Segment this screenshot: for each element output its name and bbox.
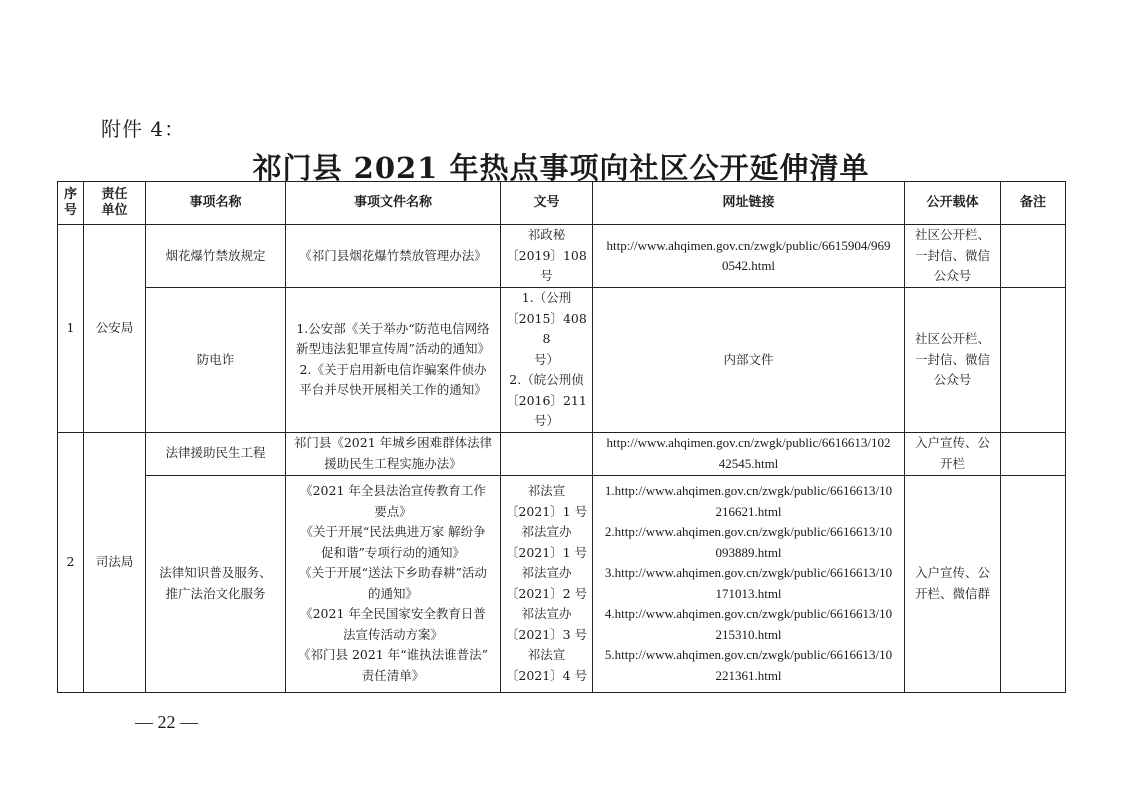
item-cell: 法律知识普及服务、 推广法治文化服务 xyxy=(146,475,286,692)
url-cell: 1.http://www.ahqimen.gov.cn/zwgk/public/6616613/10 216621.html 2.http://www.ahqimen.gov.cn/zwgk/public/6616613/10 093889.html 3.http://www.ahqimen.gov.cn/zwgk/public/6616613/10 171013.html 4.http://www.ahqimen.gov.cn/zwgk/public/6616613/10 215310.html 5.http://www.ahqimen.gov.cn/zwgk/public/6616613/10 221361.html xyxy=(593,475,905,692)
url-cell: http://www.ahqimen.gov.cn/zwgk/public/6616613/102 42545.html xyxy=(593,432,905,475)
url-cell: 内部文件 xyxy=(593,288,905,433)
seq-cell: 2 xyxy=(58,432,84,692)
header-num: 文号 xyxy=(501,182,593,225)
doc-cell: 祁门县《2021 年城乡困难群体法律 援助民生工程实施办法》 xyxy=(286,432,501,475)
item-cell: 烟花爆竹禁放规定 xyxy=(146,225,286,288)
carrier-cell: 社区公开栏、 一封信、微信 公众号 xyxy=(905,225,1001,288)
doc-cell: 《2021 年全县法治宣传教育工作 要点》 《关于开展“民法典进万家 解纷争 促和谐”专项行动的通知》 《关于开展“送法下乡助春耕”活动 的通知》 《2021 年全民国家安全教育日普 法宣传活动方案》 《祁门县 2021 年“谁执法谁普法” 责任清单》 xyxy=(286,475,501,692)
table-row xyxy=(58,225,1066,288)
num-cell: 祁政秘 〔2019〕108 号 xyxy=(501,225,593,288)
num-cell: 祁法宣 〔2021〕1 号 祁法宣办 〔2021〕1 号 祁法宣办 〔2021〕2 号 祁法宣办 〔2021〕3 号 祁法宣 〔2021〕4 号 xyxy=(501,475,593,692)
unit-cell: 司法局 xyxy=(84,432,146,692)
header-remark: 备注 xyxy=(1001,182,1066,225)
header-row xyxy=(58,182,1066,225)
header-url: 网址链接 xyxy=(593,182,905,225)
remark-cell xyxy=(1001,225,1066,288)
header-unit: 责任 单位 xyxy=(84,182,146,225)
table-row xyxy=(58,288,1066,433)
header-carrier: 公开载体 xyxy=(905,182,1001,225)
header-item: 事项名称 xyxy=(146,182,286,225)
num-cell xyxy=(501,432,593,475)
item-cell: 法律援助民生工程 xyxy=(146,432,286,475)
remark-cell xyxy=(1001,475,1066,692)
carrier-cell: 入户宣传、公 开栏 xyxy=(905,432,1001,475)
remark-cell xyxy=(1001,432,1066,475)
carrier-cell: 社区公开栏、 一封信、微信 公众号 xyxy=(905,288,1001,433)
attachment-label: 附件 4： xyxy=(101,117,186,141)
unit-cell: 公安局 xyxy=(84,225,146,433)
doc-cell: 1.公安部《关于举办“防范电信网络 新型违法犯罪宣传周”活动的通知》 2.《关于启用新电信诈骗案件侦办 平台并尽快开展相关工作的通知》 xyxy=(286,288,501,433)
table-row xyxy=(58,432,1066,475)
document-title: 祁门县 2021 年热点事项向社区公开延伸清单 xyxy=(252,151,870,185)
page-number: — 22 — xyxy=(135,712,198,732)
carrier-cell: 入户宣传、公 开栏、微信群 xyxy=(905,475,1001,692)
header-seq: 序 号 xyxy=(58,182,84,225)
seq-cell: 1 xyxy=(58,225,84,433)
disclosure-table xyxy=(57,181,1066,693)
table-row xyxy=(58,475,1066,692)
url-cell: http://www.ahqimen.gov.cn/zwgk/public/6615904/969 0542.html xyxy=(593,225,905,288)
remark-cell xyxy=(1001,288,1066,433)
num-cell: 1.（公刑 〔2015〕4088 号） 2.（皖公刑侦 〔2016〕211 号） xyxy=(501,288,593,433)
doc-cell: 《祁门县烟花爆竹禁放管理办法》 xyxy=(286,225,501,288)
item-cell: 防电诈 xyxy=(146,288,286,433)
header-doc: 事项文件名称 xyxy=(286,182,501,225)
